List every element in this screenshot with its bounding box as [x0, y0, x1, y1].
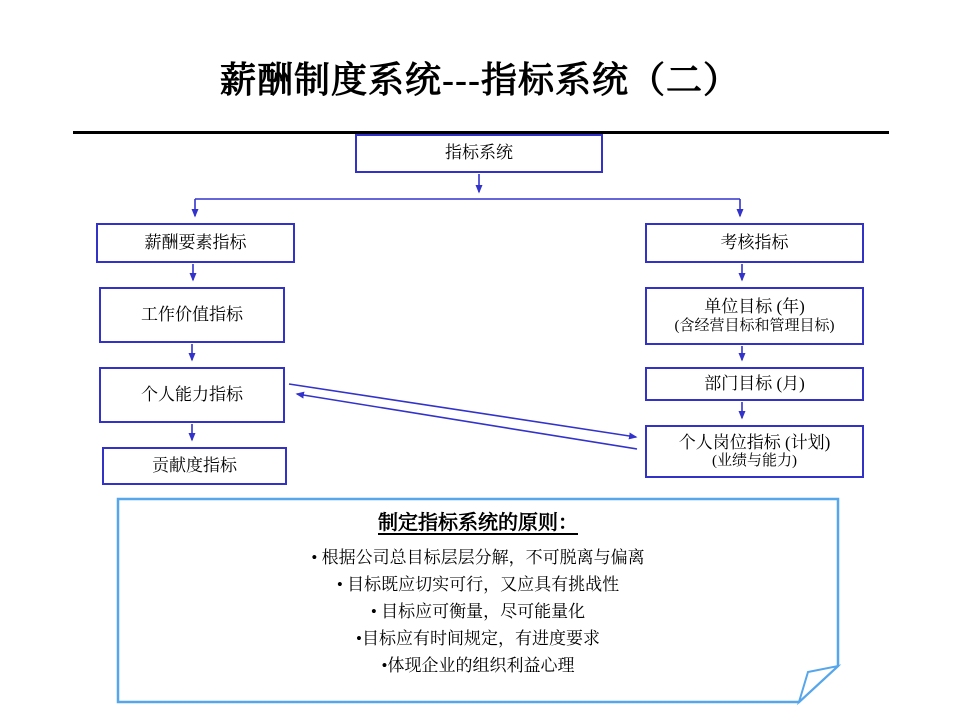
node-indicator-system	[355, 134, 603, 173]
node-label: 贡献度指标	[152, 455, 237, 475]
node-department-goal	[645, 367, 864, 401]
node-label: 部门目标 (月)	[704, 373, 805, 393]
node-salary-factor-indicators	[96, 223, 295, 263]
node-label: 个人能力指标	[141, 384, 243, 404]
node-label: 薪酬要素指标	[144, 232, 247, 252]
node-label: 个人岗位指标 (计划)	[678, 432, 831, 452]
principles-bullet: •目标应有时间规定，有进度要求	[356, 629, 600, 648]
node-job-value-indicators	[99, 287, 285, 343]
node-unit-goal	[645, 287, 864, 345]
page-title: 薪酬制度系统---指标系统（二）	[220, 60, 740, 100]
principles-bullet: • 根据公司总目标层层分解，不可脱离与偏离	[311, 548, 645, 567]
node-label: 考核指标	[720, 232, 789, 252]
arrow-l3-to-r4	[289, 384, 636, 437]
principles-bullet: •体现企业的组织利益心理	[381, 656, 575, 675]
node-personal-ability-indicators	[99, 367, 285, 423]
node-personal-post-indicators	[645, 425, 864, 478]
principles-bullet: • 目标既应切实可行，又应具有挑战性	[336, 575, 620, 594]
principles-bullet: • 目标应可衡量，尽可能量化	[370, 602, 586, 621]
node-sublabel: (业绩与能力)	[712, 453, 797, 470]
node-contribution-indicators	[102, 447, 287, 485]
node-label: 指标系统	[445, 143, 513, 163]
principles-panel	[117, 506, 839, 679]
arrow-r4-to-l3	[297, 394, 637, 449]
node-label: 单位目标 (年)	[704, 297, 805, 317]
node-sublabel: (含经营目标和管理目标)	[674, 317, 835, 334]
principles-heading: 制定指标系统的原则：	[378, 512, 578, 534]
node-label: 工作价值指标	[141, 304, 243, 324]
node-assessment-indicators	[645, 223, 864, 263]
